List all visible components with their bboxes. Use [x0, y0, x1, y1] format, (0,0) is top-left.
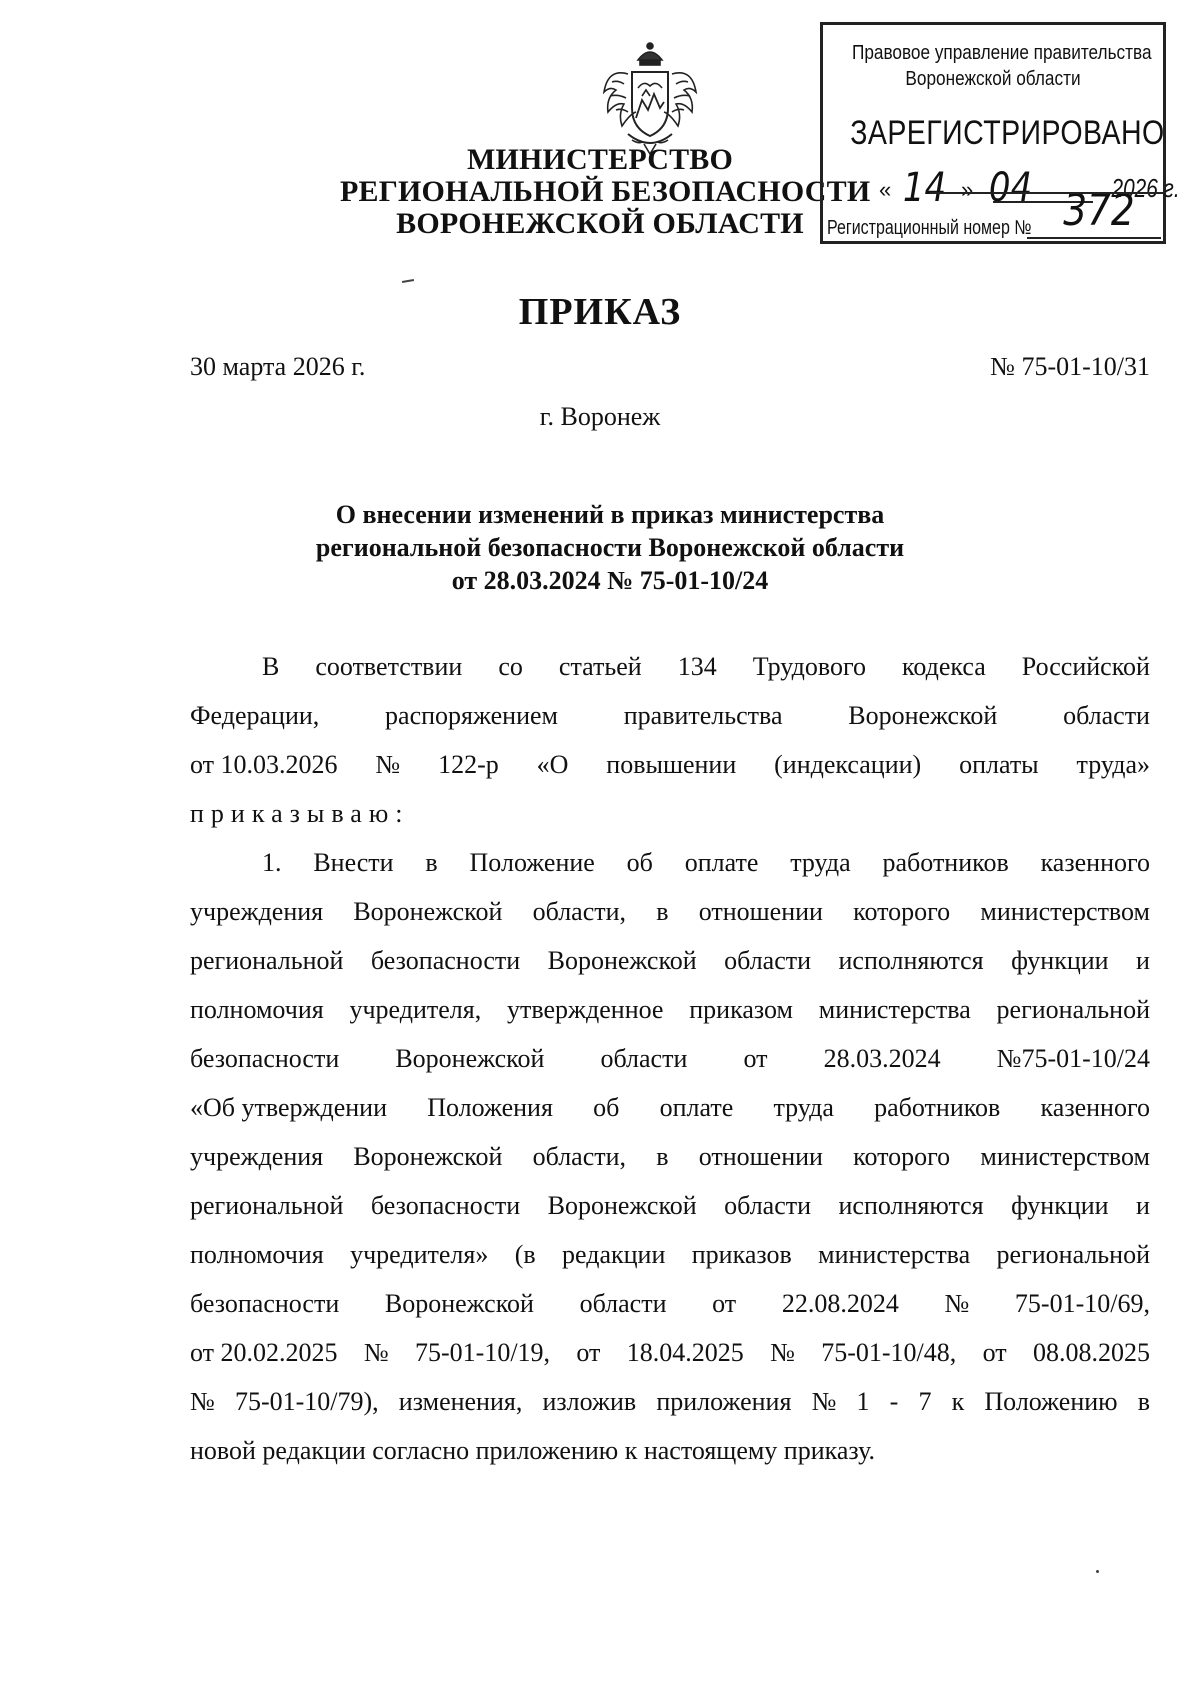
body-line: [190, 642, 1150, 691]
body-word: в: [656, 1142, 669, 1171]
body-word: казенного: [1040, 848, 1150, 877]
body-word: №: [770, 1338, 795, 1367]
body-word: редакции: [562, 1240, 666, 1269]
body-word: 75-01-10/48,: [821, 1338, 957, 1367]
body-word: министерством: [980, 897, 1150, 926]
body-word: 75-01-10/79),: [234, 1387, 379, 1416]
document-subject: [270, 498, 950, 597]
body-word: изложив: [542, 1387, 637, 1416]
body-line: [190, 985, 1150, 1034]
body-word: отношении: [698, 1142, 823, 1171]
ministry-line-3: ВОРОНЕЖСКОЙ ОБЛАСТИ: [396, 207, 804, 240]
body-word: утвержденное: [507, 995, 664, 1024]
body-word: министерством: [980, 1142, 1150, 1171]
document-title: ПРИКАЗ: [518, 291, 682, 333]
body-word: безопасности: [370, 1191, 521, 1220]
body-word: 7: [918, 1387, 932, 1416]
body-word: Воронежской: [395, 1044, 545, 1073]
scan-speck: [1096, 1570, 1099, 1573]
body-word: приказываю:: [190, 799, 410, 828]
body-word: 1: [856, 1387, 870, 1416]
body-word: 122-р: [438, 750, 499, 779]
body-word: труда: [790, 848, 851, 877]
body-word: и: [1136, 1191, 1150, 1220]
body-word: безопасности: [190, 1044, 340, 1073]
stamp-reg-underline: [1027, 237, 1161, 239]
body-line: [190, 1034, 1150, 1083]
body-word: 1.: [262, 848, 282, 877]
body-word: об: [626, 848, 653, 877]
stamp-quote-open: «: [879, 177, 892, 202]
body-line: [190, 887, 1150, 936]
stamp-reg-number-handwritten: 372: [1063, 185, 1135, 236]
body-word: приказов: [691, 1240, 792, 1269]
body-word: полномочия: [190, 995, 324, 1024]
body-word: региональной: [996, 995, 1150, 1024]
body-word: региональной: [190, 946, 344, 975]
body-word: Трудового: [752, 652, 866, 681]
body-word: области: [600, 1044, 688, 1073]
body-word: Положение: [469, 848, 595, 877]
body-word: области,: [532, 1142, 627, 1171]
body-line: [190, 1181, 1150, 1230]
body-word: исполняются: [838, 1191, 984, 1220]
body-word: учредителя,: [349, 995, 482, 1024]
body-word: Воронежской: [384, 1289, 534, 1318]
body-word: учреждения: [190, 897, 324, 926]
body-word: оплаты: [959, 750, 1039, 779]
stamp-status: ЗАРЕГИСТРИРОВАНО: [850, 114, 1165, 152]
body-line: [190, 1377, 1150, 1426]
body-word: Воронежской: [547, 946, 697, 975]
body-word: соответствии: [315, 652, 463, 681]
subject-line: региональной безопасности Воронежской области: [315, 533, 905, 562]
body-word: функции: [1011, 946, 1109, 975]
body-word: приказом: [689, 995, 793, 1024]
body-word: Внести: [313, 848, 394, 877]
document-body: [190, 642, 1150, 1475]
body-line: [190, 1328, 1150, 1377]
body-line: [190, 838, 1150, 887]
body-word: 08.08.2025: [1032, 1338, 1150, 1367]
body-word: области,: [532, 897, 627, 926]
body-word: правительства: [623, 701, 783, 730]
body-word: оплате: [659, 1093, 734, 1122]
body-word: казенного: [1040, 1093, 1150, 1122]
body-line: [190, 936, 1150, 985]
body-line: [190, 740, 1150, 789]
body-word: оплате: [684, 848, 759, 877]
body-word: «О: [536, 750, 569, 779]
ministry-line-2: РЕГИОНАЛЬНОЙ БЕЗОПАСНОСТИ: [340, 175, 871, 208]
body-word: Российской: [1021, 652, 1150, 681]
document-number: № 75-01-10/31: [990, 352, 1150, 381]
body-word: от: [743, 1044, 768, 1073]
body-word: области: [579, 1289, 667, 1318]
body-word: статьей: [558, 652, 642, 681]
coat-of-arms-emblem: [598, 38, 702, 158]
stamp-month-handwritten: 04: [988, 165, 1033, 211]
ministry-name: [340, 143, 871, 240]
body-line: [190, 1083, 1150, 1132]
body-word: от: [576, 1338, 601, 1367]
body-word: со: [498, 652, 523, 681]
stamp-date-underline: [930, 192, 1166, 194]
body-word: труда: [773, 1093, 834, 1122]
stamp-authority-line-2: Воронежской области: [905, 68, 1081, 90]
stamp-authority-line-1: Правовое управление правительства: [851, 42, 1152, 64]
body-word: (в: [514, 1240, 536, 1269]
document-date: 30 марта 2026 г.: [190, 352, 366, 381]
body-line: [190, 1230, 1150, 1279]
body-line: [190, 789, 1150, 838]
body-word: от 20.02.2025: [190, 1338, 338, 1367]
body-word: учредителя»: [350, 1240, 489, 1269]
body-word: Положения: [427, 1093, 553, 1122]
subject-line: от 28.03.2024 № 75-01-10/24: [451, 566, 769, 595]
body-word: безопасности: [370, 946, 521, 975]
body-word: которого: [853, 897, 951, 926]
body-word: 18.04.2025: [626, 1338, 744, 1367]
body-word: В: [262, 652, 280, 681]
scan-speck: [402, 279, 414, 283]
body-word: Федерации,: [190, 701, 320, 730]
document-city: г. Воронеж: [539, 402, 661, 431]
body-word: 75-01-10/19,: [415, 1338, 551, 1367]
body-word: Положению: [984, 1387, 1118, 1416]
body-word: отношении: [698, 897, 823, 926]
body-word: в: [425, 848, 438, 877]
body-word: работников: [882, 848, 1009, 877]
body-word: министерства: [818, 1240, 971, 1269]
body-word: «Об утверждении: [190, 1093, 388, 1122]
stamp-quote-close: »: [961, 177, 974, 202]
body-word: Воронежской: [547, 1191, 697, 1220]
body-word: в: [656, 897, 669, 926]
body-word: кодекса: [902, 652, 986, 681]
body-line: [190, 1279, 1150, 1328]
body-word: №: [363, 1338, 389, 1367]
body-word: от: [982, 1338, 1007, 1367]
body-word: 134: [677, 652, 717, 681]
body-line: [190, 691, 1150, 740]
body-word: от: [712, 1289, 737, 1318]
body-word: министерства: [818, 995, 971, 1024]
stamp-reg-label: Регистрационный номер №: [827, 217, 1032, 239]
body-word: от 10.03.2026: [190, 750, 338, 779]
body-word: 28.03.2024: [823, 1044, 941, 1073]
body-word: функции: [1011, 1191, 1109, 1220]
body-word: №: [375, 750, 401, 779]
body-word: учреждения: [190, 1142, 324, 1171]
body-word: №: [811, 1387, 837, 1416]
body-word: Воронежской: [848, 701, 998, 730]
body-word: области: [1063, 701, 1150, 730]
body-word: изменения,: [398, 1387, 523, 1416]
body-word: об: [593, 1093, 620, 1122]
ministry-line-1: МИНИСТЕРСТВО: [466, 143, 734, 176]
body-word: №: [944, 1289, 970, 1318]
body-word: безопасности: [190, 1289, 340, 1318]
body-word: 75-01-10/69,: [1014, 1289, 1150, 1318]
body-word: области: [724, 946, 812, 975]
subject-line: О внесении изменений в приказ министерства: [335, 500, 885, 529]
body-word: приложения: [656, 1387, 792, 1416]
body-word: региональной: [996, 1240, 1150, 1269]
body-word: в: [1137, 1387, 1150, 1416]
body-word: полномочия: [190, 1240, 324, 1269]
body-line: [190, 1426, 1150, 1475]
body-word: распоряжением: [385, 701, 558, 730]
body-word: области: [724, 1191, 812, 1220]
body-word: №: [190, 1387, 215, 1416]
body-word: работников: [874, 1093, 1001, 1122]
stamp-year: 2026 г.: [1111, 173, 1180, 203]
body-word: Воронежской: [353, 1142, 503, 1171]
body-word: (индексации): [774, 750, 922, 779]
body-line: [190, 1132, 1150, 1181]
body-word: региональной: [190, 1191, 344, 1220]
body-word: которого: [853, 1142, 951, 1171]
body-word: и: [1136, 946, 1150, 975]
body-word: №75-01-10/24: [996, 1044, 1150, 1073]
body-word: -: [889, 1387, 899, 1416]
body-word: к: [951, 1387, 965, 1416]
body-word: 22.08.2024: [781, 1289, 899, 1318]
body-word: повышении: [606, 750, 737, 779]
body-word: труда»: [1076, 750, 1150, 779]
registration-stamp: [820, 22, 1180, 244]
body-word: Воронежской: [353, 897, 503, 926]
body-word: исполняются: [838, 946, 984, 975]
stamp-day-handwritten: 14: [902, 165, 947, 211]
body-word: новой редакции согласно приложению к настоящему приказу.: [190, 1436, 876, 1465]
